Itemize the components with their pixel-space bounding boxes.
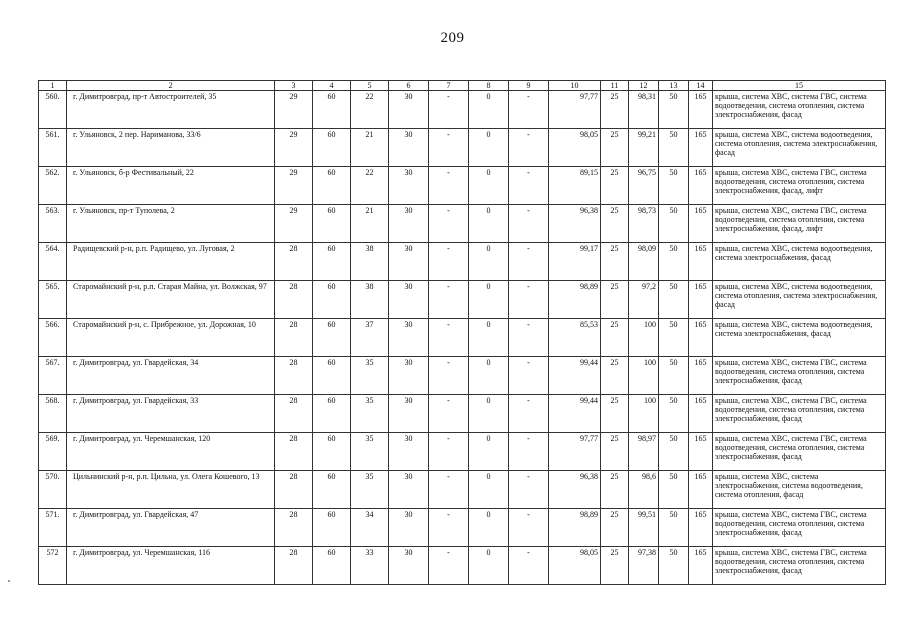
address-cell: г. Ульяновск, б-р Фестивальный, 22 bbox=[67, 167, 275, 205]
works-list-cell: крыша, система ХВС, система ГВС, система водоотведения, система отопления, система электроснабжения, фасад bbox=[713, 547, 886, 585]
col13-cell: 50 bbox=[659, 281, 689, 319]
col3-cell: 28 bbox=[275, 509, 313, 547]
row-number: 563. bbox=[39, 205, 67, 243]
table-row bbox=[39, 243, 886, 281]
row-number: 568. bbox=[39, 395, 67, 433]
row-number: 565. bbox=[39, 281, 67, 319]
col10-cell: 98,05 bbox=[549, 547, 601, 585]
col7-cell: - bbox=[429, 129, 469, 167]
col4-cell: 60 bbox=[313, 471, 351, 509]
col9-cell: - bbox=[509, 129, 549, 167]
column-number-10: 10 bbox=[549, 81, 601, 91]
col10-cell: 98,89 bbox=[549, 509, 601, 547]
col9-cell: - bbox=[509, 91, 549, 129]
col3-cell: 28 bbox=[275, 281, 313, 319]
column-number-5: 5 bbox=[351, 81, 389, 91]
col4-cell: 60 bbox=[313, 547, 351, 585]
col8-cell: 0 bbox=[469, 547, 509, 585]
column-number-11: 11 bbox=[601, 81, 629, 91]
col10-cell: 89,15 bbox=[549, 167, 601, 205]
col14-cell: 165 bbox=[689, 129, 713, 167]
col7-cell: - bbox=[429, 281, 469, 319]
col7-cell: - bbox=[429, 509, 469, 547]
col6-cell: 30 bbox=[389, 91, 429, 129]
col8-cell: 0 bbox=[469, 433, 509, 471]
col13-cell: 50 bbox=[659, 395, 689, 433]
col8-cell: 0 bbox=[469, 205, 509, 243]
col9-cell: - bbox=[509, 547, 549, 585]
address-cell: г. Ульяновск, 2 пер. Нариманова, 33/6 bbox=[67, 129, 275, 167]
col13-cell: 50 bbox=[659, 433, 689, 471]
col14-cell: 165 bbox=[689, 471, 713, 509]
column-number-3: 3 bbox=[275, 81, 313, 91]
col5-cell: 35 bbox=[351, 433, 389, 471]
col11-cell: 25 bbox=[601, 167, 629, 205]
table-row bbox=[39, 471, 886, 509]
col14-cell: 165 bbox=[689, 91, 713, 129]
repair-schedule-table bbox=[38, 80, 886, 585]
col14-cell: 165 bbox=[689, 395, 713, 433]
col9-cell: - bbox=[509, 167, 549, 205]
table-row bbox=[39, 547, 886, 585]
col10-cell: 98,89 bbox=[549, 281, 601, 319]
col11-cell: 25 bbox=[601, 509, 629, 547]
col8-cell: 0 bbox=[469, 281, 509, 319]
table-row bbox=[39, 509, 886, 547]
col11-cell: 25 bbox=[601, 471, 629, 509]
col5-cell: 38 bbox=[351, 243, 389, 281]
col7-cell: - bbox=[429, 205, 469, 243]
col8-cell: 0 bbox=[469, 395, 509, 433]
col12-cell: 100 bbox=[629, 319, 659, 357]
col8-cell: 0 bbox=[469, 319, 509, 357]
col4-cell: 60 bbox=[313, 205, 351, 243]
col9-cell: - bbox=[509, 205, 549, 243]
column-number-2: 2 bbox=[67, 81, 275, 91]
col4-cell: 60 bbox=[313, 395, 351, 433]
column-number-1: 1 bbox=[39, 81, 67, 91]
col12-cell: 100 bbox=[629, 357, 659, 395]
col6-cell: 30 bbox=[389, 509, 429, 547]
col10-cell: 98,05 bbox=[549, 129, 601, 167]
works-list-cell: крыша, система ХВС, система ГВС, система водоотведения, система отопления, система электроснабжения, фасад bbox=[713, 357, 886, 395]
address-cell: Старомайнский р-н, с. Прибрежное, ул. Дорожная, 10 bbox=[67, 319, 275, 357]
col3-cell: 29 bbox=[275, 205, 313, 243]
col14-cell: 165 bbox=[689, 433, 713, 471]
column-number-12: 12 bbox=[629, 81, 659, 91]
col3-cell: 28 bbox=[275, 243, 313, 281]
col10-cell: 97,77 bbox=[549, 91, 601, 129]
col4-cell: 60 bbox=[313, 167, 351, 205]
works-list-cell: крыша, система ХВС, система ГВС, система водоотведения, система отопления, система электроснабжения, фасад, лифт bbox=[713, 167, 886, 205]
col8-cell: 0 bbox=[469, 91, 509, 129]
col6-cell: 30 bbox=[389, 547, 429, 585]
col4-cell: 60 bbox=[313, 129, 351, 167]
col5-cell: 21 bbox=[351, 129, 389, 167]
col7-cell: - bbox=[429, 395, 469, 433]
col4-cell: 60 bbox=[313, 319, 351, 357]
col12-cell: 99,51 bbox=[629, 509, 659, 547]
col12-cell: 97,38 bbox=[629, 547, 659, 585]
col3-cell: 29 bbox=[275, 91, 313, 129]
col13-cell: 50 bbox=[659, 357, 689, 395]
col5-cell: 35 bbox=[351, 395, 389, 433]
works-list-cell: крыша, система ХВС, система водоотведения, система отопления, система электроснабжения, фасад bbox=[713, 129, 886, 167]
works-list-cell: крыша, система ХВС, система ГВС, система водоотведения, система отопления, система электроснабжения, фасад bbox=[713, 91, 886, 129]
col6-cell: 30 bbox=[389, 281, 429, 319]
works-list-cell: крыша, система ХВС, система электроснабжения, система водоотведения, система отопления, фасад bbox=[713, 471, 886, 509]
col3-cell: 28 bbox=[275, 319, 313, 357]
address-cell: г. Димитровград, ул. Гвардейская, 33 bbox=[67, 395, 275, 433]
column-number-4: 4 bbox=[313, 81, 351, 91]
col14-cell: 165 bbox=[689, 281, 713, 319]
page-number: 209 bbox=[440, 30, 465, 46]
col12-cell: 97,2 bbox=[629, 281, 659, 319]
col11-cell: 25 bbox=[601, 433, 629, 471]
col3-cell: 28 bbox=[275, 433, 313, 471]
table-row bbox=[39, 281, 886, 319]
column-number-header bbox=[39, 81, 886, 91]
col6-cell: 30 bbox=[389, 243, 429, 281]
table-row bbox=[39, 167, 886, 205]
address-cell: г. Димитровград, пр-т Автостроителей, 35 bbox=[67, 91, 275, 129]
col5-cell: 38 bbox=[351, 281, 389, 319]
col11-cell: 25 bbox=[601, 281, 629, 319]
col12-cell: 98,31 bbox=[629, 91, 659, 129]
col12-cell: 98,6 bbox=[629, 471, 659, 509]
col3-cell: 29 bbox=[275, 129, 313, 167]
col14-cell: 165 bbox=[689, 167, 713, 205]
col10-cell: 85,53 bbox=[549, 319, 601, 357]
col12-cell: 98,73 bbox=[629, 205, 659, 243]
column-number-15: 15 bbox=[713, 81, 886, 91]
col5-cell: 35 bbox=[351, 471, 389, 509]
col8-cell: 0 bbox=[469, 509, 509, 547]
column-number-8: 8 bbox=[469, 81, 509, 91]
col8-cell: 0 bbox=[469, 357, 509, 395]
row-number: 571. bbox=[39, 509, 67, 547]
col11-cell: 25 bbox=[601, 243, 629, 281]
table-body bbox=[39, 81, 886, 585]
col3-cell: 28 bbox=[275, 357, 313, 395]
col14-cell: 165 bbox=[689, 547, 713, 585]
col3-cell: 28 bbox=[275, 395, 313, 433]
col6-cell: 30 bbox=[389, 433, 429, 471]
row-number: 564. bbox=[39, 243, 67, 281]
works-list-cell: крыша, система ХВС, система водоотведения, система электроснабжения, фасад bbox=[713, 243, 886, 281]
col6-cell: 30 bbox=[389, 205, 429, 243]
row-number: 562. bbox=[39, 167, 67, 205]
col5-cell: 22 bbox=[351, 167, 389, 205]
col9-cell: - bbox=[509, 395, 549, 433]
col14-cell: 165 bbox=[689, 509, 713, 547]
address-cell: г. Димитровград, ул. Черемшанская, 116 bbox=[67, 547, 275, 585]
col12-cell: 98,97 bbox=[629, 433, 659, 471]
col9-cell: - bbox=[509, 509, 549, 547]
row-number: 560. bbox=[39, 91, 67, 129]
row-number: 572 bbox=[39, 547, 67, 585]
table-row bbox=[39, 91, 886, 129]
row-number: 566. bbox=[39, 319, 67, 357]
col10-cell: 97,77 bbox=[549, 433, 601, 471]
col8-cell: 0 bbox=[469, 243, 509, 281]
row-number: 570. bbox=[39, 471, 67, 509]
col4-cell: 60 bbox=[313, 281, 351, 319]
column-number-6: 6 bbox=[389, 81, 429, 91]
col3-cell: 28 bbox=[275, 471, 313, 509]
col6-cell: 30 bbox=[389, 129, 429, 167]
column-number-13: 13 bbox=[659, 81, 689, 91]
col12-cell: 96,75 bbox=[629, 167, 659, 205]
col14-cell: 165 bbox=[689, 357, 713, 395]
table-row bbox=[39, 319, 886, 357]
address-cell: Цильнинский р-н, р.п. Цильна, ул. Олега Кошевого, 13 bbox=[67, 471, 275, 509]
column-number-14: 14 bbox=[689, 81, 713, 91]
col8-cell: 0 bbox=[469, 129, 509, 167]
col9-cell: - bbox=[509, 319, 549, 357]
col13-cell: 50 bbox=[659, 319, 689, 357]
col9-cell: - bbox=[509, 471, 549, 509]
row-number: 561. bbox=[39, 129, 67, 167]
col7-cell: - bbox=[429, 547, 469, 585]
col6-cell: 30 bbox=[389, 395, 429, 433]
col7-cell: - bbox=[429, 319, 469, 357]
col5-cell: 21 bbox=[351, 205, 389, 243]
address-cell: Радищевский р-н, р.п. Радищево, ул. Луговая, 2 bbox=[67, 243, 275, 281]
col10-cell: 99,44 bbox=[549, 395, 601, 433]
col13-cell: 50 bbox=[659, 243, 689, 281]
col3-cell: 28 bbox=[275, 547, 313, 585]
col7-cell: - bbox=[429, 433, 469, 471]
col6-cell: 30 bbox=[389, 357, 429, 395]
table-row bbox=[39, 357, 886, 395]
col6-cell: 30 bbox=[389, 167, 429, 205]
table-row bbox=[39, 205, 886, 243]
col9-cell: - bbox=[509, 281, 549, 319]
col10-cell: 96,38 bbox=[549, 205, 601, 243]
col11-cell: 25 bbox=[601, 357, 629, 395]
col12-cell: 99,21 bbox=[629, 129, 659, 167]
col11-cell: 25 bbox=[601, 129, 629, 167]
col11-cell: 25 bbox=[601, 91, 629, 129]
col10-cell: 99,44 bbox=[549, 357, 601, 395]
column-number-9: 9 bbox=[509, 81, 549, 91]
works-list-cell: крыша, система ХВС, система ГВС, система водоотведения, система отопления, система электроснабжения, фасад bbox=[713, 433, 886, 471]
table-row bbox=[39, 433, 886, 471]
col12-cell: 98,09 bbox=[629, 243, 659, 281]
address-cell: г. Димитровград, ул. Гвардейская, 47 bbox=[67, 509, 275, 547]
col11-cell: 25 bbox=[601, 205, 629, 243]
col13-cell: 50 bbox=[659, 167, 689, 205]
col7-cell: - bbox=[429, 167, 469, 205]
col3-cell: 29 bbox=[275, 167, 313, 205]
works-list-cell: крыша, система ХВС, система ГВС, система водоотведения, система отопления, система электроснабжения, фасад bbox=[713, 395, 886, 433]
col8-cell: 0 bbox=[469, 471, 509, 509]
table-row bbox=[39, 129, 886, 167]
table-row bbox=[39, 395, 886, 433]
row-number: 569. bbox=[39, 433, 67, 471]
col6-cell: 30 bbox=[389, 471, 429, 509]
col13-cell: 50 bbox=[659, 471, 689, 509]
scan-speck bbox=[8, 580, 10, 582]
col5-cell: 34 bbox=[351, 509, 389, 547]
address-cell: г. Ульяновск, пр-т Туполева, 2 bbox=[67, 205, 275, 243]
col6-cell: 30 bbox=[389, 319, 429, 357]
col12-cell: 100 bbox=[629, 395, 659, 433]
row-number: 567. bbox=[39, 357, 67, 395]
col7-cell: - bbox=[429, 357, 469, 395]
col4-cell: 60 bbox=[313, 433, 351, 471]
col7-cell: - bbox=[429, 243, 469, 281]
address-cell: г. Димитровград, ул. Черемшанская, 120 bbox=[67, 433, 275, 471]
works-list-cell: крыша, система ХВС, система ГВС, система водоотведения, система отопления, система электроснабжения, фасад bbox=[713, 509, 886, 547]
col13-cell: 50 bbox=[659, 509, 689, 547]
col11-cell: 25 bbox=[601, 319, 629, 357]
col7-cell: - bbox=[429, 91, 469, 129]
works-list-cell: крыша, система ХВС, система водоотведения, система отопления, система электроснабжения, фасад bbox=[713, 281, 886, 319]
col5-cell: 35 bbox=[351, 357, 389, 395]
col11-cell: 25 bbox=[601, 395, 629, 433]
col14-cell: 165 bbox=[689, 243, 713, 281]
col9-cell: - bbox=[509, 433, 549, 471]
col4-cell: 60 bbox=[313, 357, 351, 395]
col11-cell: 25 bbox=[601, 547, 629, 585]
col8-cell: 0 bbox=[469, 167, 509, 205]
col14-cell: 165 bbox=[689, 205, 713, 243]
address-cell: г. Димитровград, ул. Гвардейская, 34 bbox=[67, 357, 275, 395]
col4-cell: 60 bbox=[313, 509, 351, 547]
col10-cell: 96,38 bbox=[549, 471, 601, 509]
col5-cell: 37 bbox=[351, 319, 389, 357]
address-cell: Старомайнский р-н, р.п. Старая Майна, ул. Волжская, 97 bbox=[67, 281, 275, 319]
works-list-cell: крыша, система ХВС, система водоотведения, система электроснабжения, фасад bbox=[713, 319, 886, 357]
col4-cell: 60 bbox=[313, 243, 351, 281]
col5-cell: 22 bbox=[351, 91, 389, 129]
works-list-cell: крыша, система ХВС, система ГВС, система водоотведения, система отопления, система электроснабжения, фасад, лифт bbox=[713, 205, 886, 243]
col13-cell: 50 bbox=[659, 205, 689, 243]
col14-cell: 165 bbox=[689, 319, 713, 357]
col10-cell: 99,17 bbox=[549, 243, 601, 281]
col13-cell: 50 bbox=[659, 129, 689, 167]
col9-cell: - bbox=[509, 357, 549, 395]
col4-cell: 60 bbox=[313, 91, 351, 129]
col7-cell: - bbox=[429, 471, 469, 509]
col9-cell: - bbox=[509, 243, 549, 281]
col13-cell: 50 bbox=[659, 91, 689, 129]
column-number-7: 7 bbox=[429, 81, 469, 91]
col13-cell: 50 bbox=[659, 547, 689, 585]
col5-cell: 33 bbox=[351, 547, 389, 585]
